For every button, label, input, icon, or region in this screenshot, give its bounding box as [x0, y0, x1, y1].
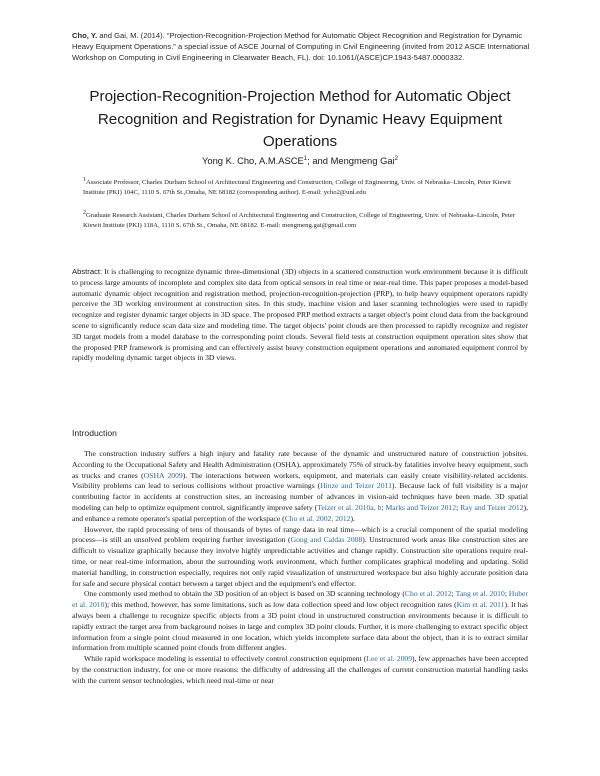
paragraph-3 [72, 589, 528, 654]
section-heading-introduction: Introduction [72, 428, 117, 438]
paragraph-text: ); this method, however, has some limitations, such as low data collection speed and low object recognition rates ( [104, 600, 457, 610]
paragraph-2 [72, 525, 528, 590]
affiliation-1-text: Associate Professor, Charles Durham School of Architectural Engineering and Construction, College of Engineering, Univ. of Nebraska–Lincoln, Peter Kiewit Institute (PKI) 104C, 1110 S. 67th St.,Omaha, NE 68182 (corresponding author). E-mail: ycho2@unl.edu [83, 179, 511, 197]
citation-link[interactable]: Cho et al. 2012 [404, 589, 452, 599]
affiliation-2-text: Graduate Research Assistant, Charles Durham School of Architectural Engineering and Construction, College of Engineering, Univ. of Nebraska–Lincoln, Peter Kiewit Institute (PKI) 118A, 1110 S. 67th St., Omaha, NE 68182. E-mail: mengmeng.gai@gmail.com [83, 212, 515, 230]
paragraph-text: The construction industry suffers a high injury and fatality rate because of the dynamic and unstructured nature of construction jobsites. According to the Occupational Safety and Health Administration (OSHA), approximately 75% of struck-by fatalities involve heavy equipment, such as trucks and cranes ( [72, 449, 528, 480]
citation-link[interactable]: Hinze and Teizer 2011 [320, 481, 392, 491]
author-1-mark: 1 [303, 155, 308, 162]
affiliation-1-mark: 1 [83, 176, 86, 183]
citation-authors: Cho, Y. [72, 31, 98, 40]
citation-link[interactable]: Ray and Teizer 2012 [460, 502, 524, 512]
citation-link[interactable]: Tang et al. 2010 [455, 589, 505, 599]
author-separator: ; and Mengmeng Gai [307, 155, 395, 166]
paragraph-text: ), few approaches have been accepted by the construction industry, for one or more reasons: the difficulty of addressing all the challenges of current construction material handling tasks with the current sensor technologies, which need real-time or near [72, 654, 529, 685]
paragraph-text: ). Because lack of full visibility is a major contributing factor in accidents at construction sites, an increasing number of advances in vision-aid techniques have been made. 3D spatial modeling can help to optimize equipment control, significantly improve safety ( [72, 481, 529, 512]
paragraph-4 [72, 654, 528, 686]
citation-link[interactable]: Gong and Caldas 2008 [290, 535, 363, 545]
abstract-label: Abstract: [72, 267, 103, 276]
paragraph-1 [72, 449, 528, 525]
citation-link[interactable]: OSHA 2009 [143, 470, 183, 480]
paper-title: Projection-Recognition-Projection Method for Automatic Object Recognition and Registration for Dynamic Heavy Equipment Operations [89, 88, 511, 151]
citation-link[interactable]: Marks and Teizer 2012 [385, 502, 457, 512]
paragraph-text: ; [381, 502, 386, 512]
paragraph-text: ). Unstructured work areas like construction sites are difficult to visualize graphically because they involve highly unpredictable activities and change rapidly. Construction site operations require real-time, or near real-time information, about the surrounding work environment, which further complicates graphical modeling and updating. Solid material handling, in construction especially, requires not only rapid visualization of unstructured workspace but also highly accurate position data for safe and secure physical contact between a target object and the equipment's end effector. [72, 535, 528, 588]
affiliation-2 [83, 211, 528, 232]
citation-link[interactable]: Teizer et al. 2010a, b [317, 502, 382, 512]
paragraph-text: One commonly used method to obtain the 3D position of an object is based on 3D scanning technology ( [84, 589, 405, 599]
citation-link[interactable]: Kim et al. 2011 [456, 600, 505, 610]
paragraph-text: ), and enhance a remote operator's spatial perception of the workspace ( [72, 502, 528, 523]
affiliation-1 [83, 178, 528, 199]
paragraph-text: While rapid workspace modeling is essential to effectively control construction equipment ( [84, 654, 367, 664]
citation-text: and Gai, M. (2014). “Projection-Recognition-Projection Method for Automatic Object Recognition and Registration for Dynamic Heavy Equipment Operations.” a special issue of ASCE Journal of Computing in Civil Engineering (invited from 2012 ASCE International Workshop on Computing in Civil Engineering in Clearwater Beach, FL). doi: 10.1061/(ASCE)CP.1943-5487.0000332. [72, 31, 530, 63]
paragraph-text: ; [451, 589, 456, 599]
author-line [72, 155, 528, 166]
author-1: Yong K. Cho, A.M.ASCE [201, 155, 304, 166]
paragraph-text: ). It has always been a challenge to recognize specific objects from a 3D point cloud in unstructured construction environments because it is difficult to rapidly extract the target area from background noises in large and complex 3D point clouds. Further, it is more challenging to extract specific object information from a single point cloud measured in one location, which yields incomplete surface data about the object, than it is to extract similar information from multiple scanned point clouds from different angles. [72, 600, 528, 653]
citation-link[interactable]: Lee et al. 2009 [366, 654, 413, 664]
introduction-body [72, 449, 528, 687]
paragraph-text: ). [350, 513, 355, 523]
paragraph-text: However, the rapid processing of tens of thousands of bytes of range data in real time—which is a crucial component of the spatial modeling process—is still an unsolved problem requiring further investigation ( [72, 524, 528, 545]
paragraph-text: ). The interactions between workers, equipment, and materials can easily create visibility-related accidents. Visibility problems can lead to serious collisions without proactive warnings ( [72, 470, 528, 491]
affiliation-2-mark: 2 [83, 209, 86, 216]
paragraph-text: ; [456, 502, 461, 512]
citation-link[interactable]: Huber et al. 2010 [72, 589, 528, 610]
paragraph-text: ; [504, 589, 509, 599]
citation-link[interactable]: Cho et al. 2002, 2012 [284, 513, 351, 523]
abstract-text: It is challenging to recognize dynamic three-dimensional (3D) objects in a scattered construction work environment because it is difficult to process large amounts of incomplete and complex site data from optical sensors in real time or near-real time. This paper proposes a model-based automatic dynamic object recognition and registration method, projection-recognition-projection (PRP), to help heavy equipment operators rapidly perceive the 3D working environment at construction sites. In this study, machine vision and laser scanning technologies were used to rapidly recognize and register dynamic target objects in 3D space. The proposed PRP method extracts a target object's point cloud data from the background scene to significantly reduce scan data size and modeling time. The target objects' point clouds are then processed to rapidly recognize and register 3D target models from a model database to the corresponding point clouds. Several field tests at construction equipment operation sites show that the proposed PRP framework is promising and can effectively assist heavy construction equipment operations and automated equipment control by rapidly modeling dynamic target objects in 3D views. [72, 267, 528, 363]
author-2-mark: 2 [394, 155, 399, 162]
abstract [72, 267, 528, 364]
citation-header [72, 30, 532, 64]
